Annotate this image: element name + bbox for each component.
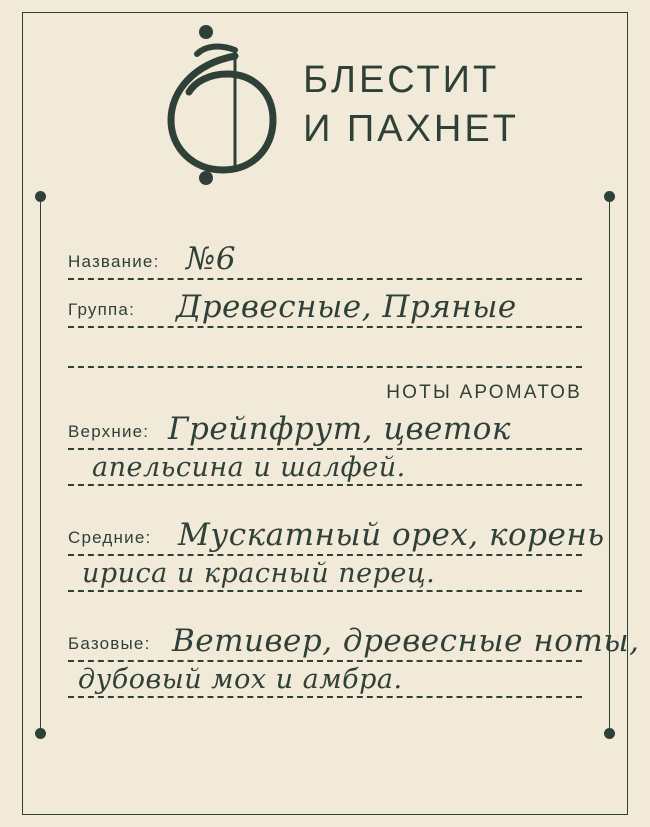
field-middle-notes-label: Средние:: [68, 528, 152, 547]
section-title-notes: НОТЫ АРОМАТОВ: [386, 382, 582, 403]
field-base-notes-label: Базовые:: [68, 634, 151, 653]
field-middle-notes[interactable]: [68, 516, 605, 592]
brand-title: [303, 56, 519, 153]
letter-b-monogram-icon: [131, 20, 281, 190]
field-middle-notes-value-2: ириса и красный перец.: [82, 558, 436, 589]
rail-dot-top-left: [35, 191, 46, 202]
field-top-notes[interactable]: [68, 410, 582, 486]
field-group-line-2: [68, 328, 582, 368]
field-middle-notes-value-1: Мускатный орех, корень: [178, 517, 605, 553]
field-middle-notes-line-2: [68, 556, 582, 592]
field-name-value: №6: [186, 241, 237, 277]
brand-line-2: И ПАХНЕТ: [303, 107, 519, 150]
field-group-line-1: [68, 288, 582, 328]
field-top-notes-line-2: [68, 450, 582, 486]
field-base-notes-line-1: [68, 622, 640, 662]
field-base-notes-value-2: дубовый мох и амбра.: [78, 664, 403, 695]
field-name[interactable]: [68, 240, 582, 280]
rail-dot-bottom-right: [604, 728, 615, 739]
rail-dot-bottom-left: [35, 728, 46, 739]
field-group[interactable]: [68, 288, 582, 368]
field-top-notes-line-1: [68, 410, 582, 450]
card-form: [68, 240, 640, 698]
field-top-notes-value-2: апельсина и шалфей.: [92, 452, 406, 483]
field-name-label: Название:: [68, 252, 160, 271]
rail-dot-top-right: [604, 191, 615, 202]
field-top-notes-value-1: Грейпфрут, цветок: [168, 411, 511, 447]
field-name-line: [68, 240, 582, 280]
field-group-value: Древесные, Пряные: [176, 289, 517, 325]
card-header: [0, 22, 650, 187]
field-base-notes-line-2: [68, 662, 582, 698]
rail-left: [40, 196, 41, 734]
field-middle-notes-line-1: [68, 516, 605, 556]
field-top-notes-label: Верхние:: [68, 422, 150, 441]
brand-line-1: БЛЕСТИТ: [303, 58, 500, 101]
field-base-notes-value-1: Ветивер, древесные ноты,: [172, 623, 640, 659]
field-base-notes[interactable]: [68, 622, 640, 698]
field-group-label: Группа:: [68, 300, 136, 319]
